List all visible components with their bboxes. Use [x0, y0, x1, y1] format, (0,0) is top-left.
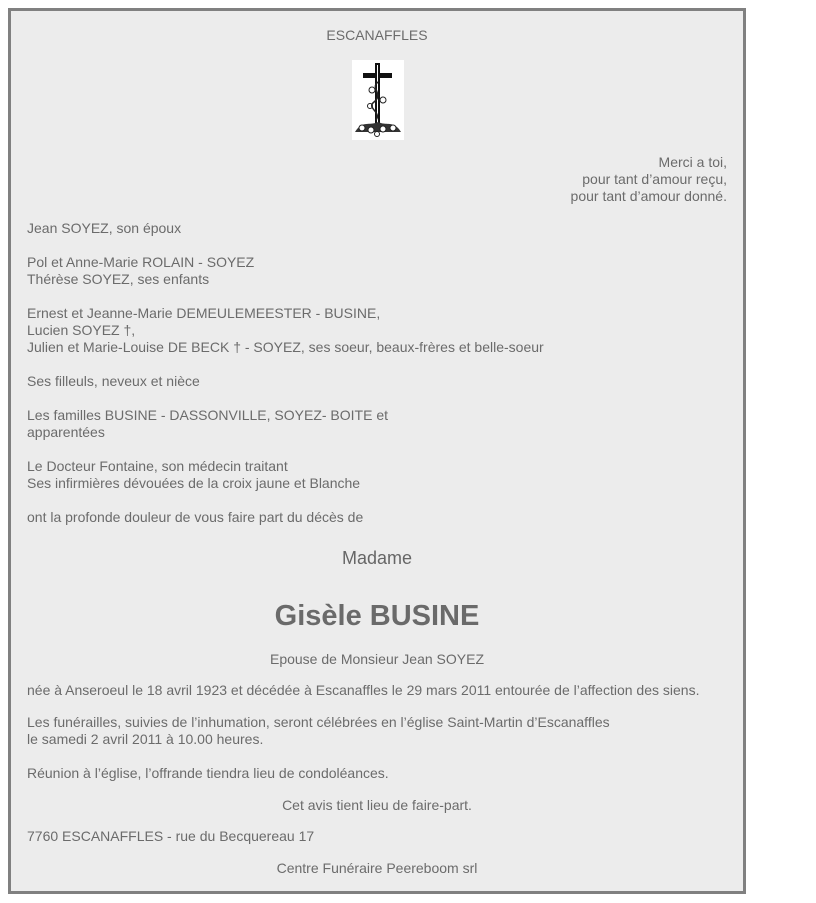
- family-families-1: Les familles BUSINE - DASSONVILLE, SOYEZ- BOITE et: [27, 407, 388, 423]
- cross-with-flowers-icon: [352, 60, 404, 140]
- family-families-2: apparentées: [27, 424, 105, 440]
- address-text: 7760 ESCANAFFLES - rue du Becquereau 17: [27, 828, 315, 844]
- notice-text: Cet avis tient lieu de faire-part.: [282, 797, 472, 813]
- family-children-1: Pol et Anne-Marie ROLAIN - SOYEZ: [27, 254, 255, 270]
- family-caregivers-2: Ses infirmières dévouées de la croix jaune et Blanche: [27, 475, 361, 491]
- title-madame: Madame: [341, 548, 413, 568]
- poem-line-2: pour tant d’amour reçu,: [582, 171, 727, 187]
- reunion-text: Réunion à l’église, l’offrande tiendra lieu de condoléances.: [27, 765, 389, 781]
- family-siblings-1: Ernest et Jeanne-Marie DEMEULEMEESTER - BUSINE,: [27, 305, 381, 321]
- family-spouse: Jean SOYEZ, son époux: [27, 220, 182, 236]
- family-siblings-2: Lucien SOYEZ †,: [27, 322, 136, 338]
- village-header: ESCANAFFLES: [326, 27, 428, 43]
- obituary-card: [8, 8, 746, 894]
- poem-line-3: pour tant d’amour donné.: [570, 188, 727, 204]
- spouse-line: Epouse de Monsieur Jean SOYEZ: [269, 651, 484, 667]
- family-caregivers-1: Le Docteur Fontaine, son médecin traitant: [27, 458, 288, 474]
- poem-line-1: Merci a toi,: [658, 154, 727, 170]
- family-siblings-3: Julien et Marie-Louise DE BECK † - SOYEZ, ses soeur, beaux-frères et belle-soeur: [27, 339, 544, 355]
- funeral-home: Centre Funéraire Peereboom srl: [276, 860, 478, 876]
- funeral-line-1: Les funérailles, suivies de l’inhumation, seront célébrées en l’église Saint-Martin d’Escanaffles: [27, 714, 610, 730]
- funeral-line-2: le samedi 2 avril 2011 à 10.00 heures.: [27, 731, 264, 747]
- announcement-text: ont la profonde douleur de vous faire part du décès de: [27, 509, 364, 525]
- family-godchildren: Ses filleuls, neveux et nièce: [27, 373, 200, 389]
- birth-death-text: née à Anseroeul le 18 avril 1923 et décédée à Escanaffles le 29 mars 2011 entourée de l’affection des siens.: [27, 682, 700, 698]
- deceased-name: Gisèle BUSINE: [274, 600, 480, 632]
- family-children-2: Thérèse SOYEZ, ses enfants: [27, 271, 210, 287]
